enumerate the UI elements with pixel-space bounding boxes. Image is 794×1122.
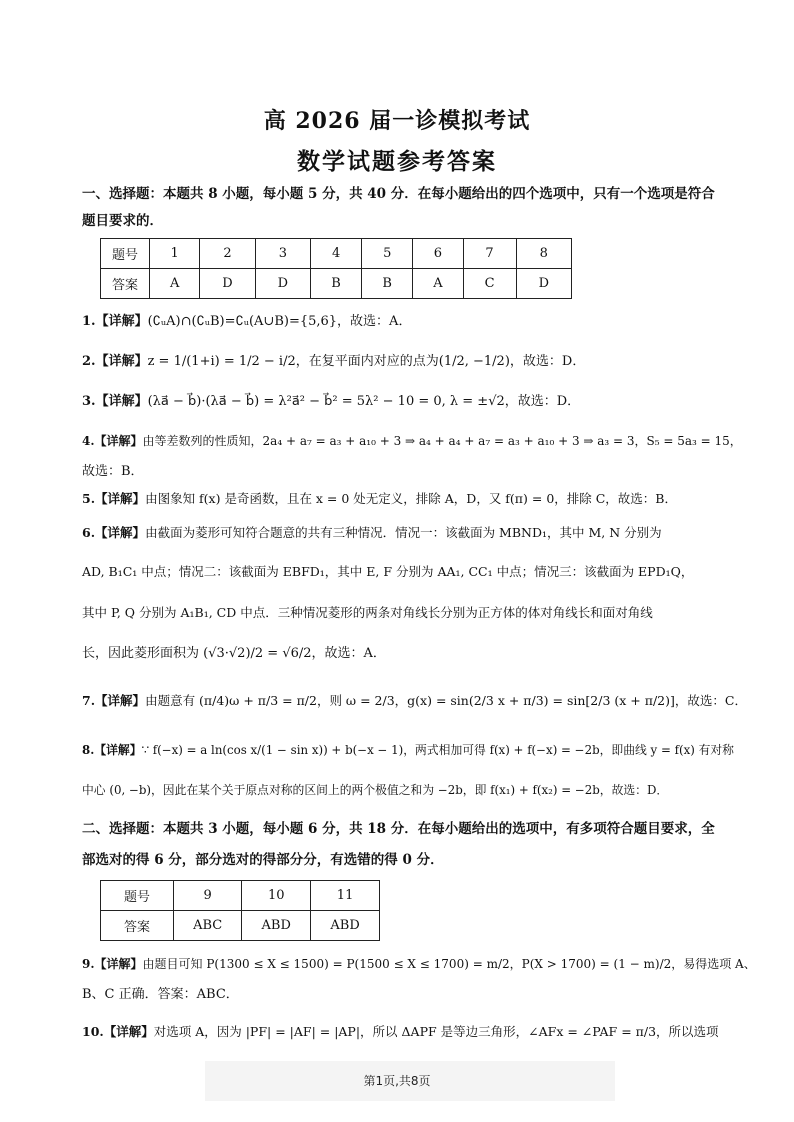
solution-7 xyxy=(82,692,747,710)
solution-text: 长，因此菱形面积为 (√3·√2)/2 = √6/2，故选：A． xyxy=(82,646,386,661)
solution-tag: 10.【详解】 xyxy=(82,1024,154,1039)
solution-6-cont-2 xyxy=(82,604,722,622)
solution-text: 故选：B． xyxy=(82,464,144,479)
solution-text: 由等差数列的性质知，2a₄ + a₇ = a₃ + a₁₀ + 3 ⇒ a₄ + a₄ + a₇ = a₃ + a₁₀ + 3 ⇒ a₃ = 3，S₅ = 5a₃ = 15， xyxy=(142,434,742,448)
question-cell: 9 xyxy=(174,881,242,911)
question-cell: 8 xyxy=(516,239,571,269)
question-cell: 5 xyxy=(362,239,413,269)
solution-10 xyxy=(82,1023,722,1041)
solution-6-cont-1 xyxy=(82,563,722,581)
answer-cell: A xyxy=(150,269,200,299)
question-cell: 4 xyxy=(311,239,362,269)
answer-cell: D xyxy=(516,269,571,299)
answer-cell: C xyxy=(463,269,516,299)
table-row-questions xyxy=(101,881,380,911)
answer-cell: B xyxy=(362,269,413,299)
question-cell: 7 xyxy=(463,239,516,269)
answer-cell: ABD xyxy=(242,911,311,941)
solution-tag: 8.【详解】 xyxy=(82,743,142,757)
exam-title: 高 2026 届一诊模拟考试 xyxy=(263,108,531,134)
solution-6-cont-3 xyxy=(82,645,722,663)
section2-answer-table xyxy=(100,880,380,941)
solution-tag: 9.【详解】 xyxy=(82,957,143,971)
solution-9-cont xyxy=(82,986,722,1004)
solution-tag: 5.【详解】 xyxy=(82,491,146,506)
solution-tag: 1.【详解】 xyxy=(82,314,148,329)
row-label-question: 题号 xyxy=(101,239,150,269)
solution-text: 由题目可知 P(1300 ≤ X ≤ 1500) = P(1500 ≤ X ≤ 1700) = m/2，P(X > 1700) = (1 − m)/2，易得选项 A、 xyxy=(142,957,756,971)
row-label-answer: 答案 xyxy=(101,911,174,941)
section2-intro xyxy=(82,816,722,874)
question-cell: 2 xyxy=(200,239,255,269)
table-row-answers xyxy=(101,911,380,941)
solution-2 xyxy=(82,353,722,371)
solution-text: AD, B₁C₁ 中点；情况二：该截面为 EBFD₁，其中 E, F 分别为 AA₁, CC₁ 中点；情况三：该截面为 EPD₁Q， xyxy=(82,564,694,579)
solution-text: 对选项 A，因为 |PF| = |AF| = |AP|，所以 ΔAPF 是等边三角形，∠AFx = ∠PAF = π/3，所以选项 xyxy=(153,1024,719,1039)
section1-answer-table xyxy=(100,238,572,299)
table-row-questions xyxy=(101,239,572,269)
section1-intro-line1: 一、选择题：本题共 8 小题，每小题 5 分，共 40 分．在每小题给出的四个选项中，只有一个选项是符合 xyxy=(82,186,715,202)
solution-9 xyxy=(82,955,756,973)
solution-8 xyxy=(82,741,734,759)
section1-intro-line2: 题目要求的． xyxy=(82,213,163,229)
solution-3 xyxy=(82,393,722,411)
section2-intro-line1: 二、选择题：本题共 3 小题，每小题 6 分，共 18 分．在每小题给出的选项中，有多项符合题目要求，全 xyxy=(82,821,715,837)
question-cell: 3 xyxy=(255,239,310,269)
solution-text: 由题意有 (π/4)ω + π/3 = π/2，则 ω = 2/3，g(x) = sin(2/3 x + π/3) = sin[2/3 (x + π/2)]，故选：C． xyxy=(145,693,747,708)
answer-cell: A xyxy=(413,269,463,299)
solution-text: (λa⃗ − b⃗)·(λa⃗ − b⃗) = λ²a⃗² − b⃗² = 5λ² − 10 = 0, λ = ±√2，故选：D． xyxy=(147,394,581,409)
solution-text: B、C 正确．答案：ABC． xyxy=(82,987,239,1002)
solution-4 xyxy=(82,432,742,450)
question-cell: 10 xyxy=(242,881,311,911)
solution-tag: 7.【详解】 xyxy=(82,693,146,708)
answer-cell: D xyxy=(255,269,310,299)
question-cell: 11 xyxy=(311,881,380,911)
solution-tag: 2.【详解】 xyxy=(82,354,148,369)
answer-cell: ABC xyxy=(174,911,242,941)
row-label-question: 题号 xyxy=(101,881,174,911)
solution-text: (∁ᵤA)∩(∁ᵤB)=∁ᵤ(A∪B)={5,6}，故选：A． xyxy=(147,314,412,329)
question-cell: 1 xyxy=(150,239,200,269)
question-cell: 6 xyxy=(413,239,463,269)
solution-tag: 4.【详解】 xyxy=(82,434,143,448)
answer-cell: D xyxy=(200,269,255,299)
section2-intro-line2: 部选对的得 6 分，部分选对的得部分分，有选错的得 0 分． xyxy=(82,852,444,868)
answer-cell: B xyxy=(311,269,362,299)
table-row-answers xyxy=(101,269,572,299)
section1-intro xyxy=(82,181,722,235)
solution-5 xyxy=(82,490,722,508)
answer-cell: ABD xyxy=(311,911,380,941)
solution-4-cont xyxy=(82,463,722,481)
solution-tag: 6.【详解】 xyxy=(82,525,146,540)
solution-text: 中心 (0, −b)，因此在某个关于原点对称的区间上的两个极值之和为 −2b，即 f(x₁) + f(x₂) = −2b，故选：D． xyxy=(82,783,669,797)
solution-8-cont xyxy=(82,781,722,799)
solution-text: 其中 P, Q 分别为 A₁B₁, CD 中点．三种情况菱形的两条对角线长分别为正方体的体对角线长和面对角线 xyxy=(82,605,653,620)
row-label-answer: 答案 xyxy=(101,269,150,299)
exam-subtitle: 数学试题参考答案 xyxy=(297,148,497,175)
solution-text: 由截面为菱形可知符合题意的共有三种情况．情况一：该截面为 MBND₁，其中 M, N 分别为 xyxy=(145,525,662,540)
page-number: 第1页,共8页 xyxy=(363,1074,431,1088)
solution-text: z = 1/(1+i) = 1/2 − i/2，在复平面内对应的点为(1/2, −1/2)，故选：D． xyxy=(147,354,586,369)
solution-1 xyxy=(82,313,722,331)
solution-6 xyxy=(82,524,722,542)
solution-tag: 3.【详解】 xyxy=(82,394,148,409)
solution-text: ∵ f(−x) = a ln(cos x/(1 − sin x)) + b(−x − 1)，两式相加可得 f(x) + f(−x) = −2b，即曲线 y = f(x) 有对称 xyxy=(141,743,734,757)
solution-text: 由图象知 f(x) 是奇函数，且在 x = 0 处无定义，排除 A，D，又 f(π) = 0，排除 C，故选：B． xyxy=(145,491,677,506)
